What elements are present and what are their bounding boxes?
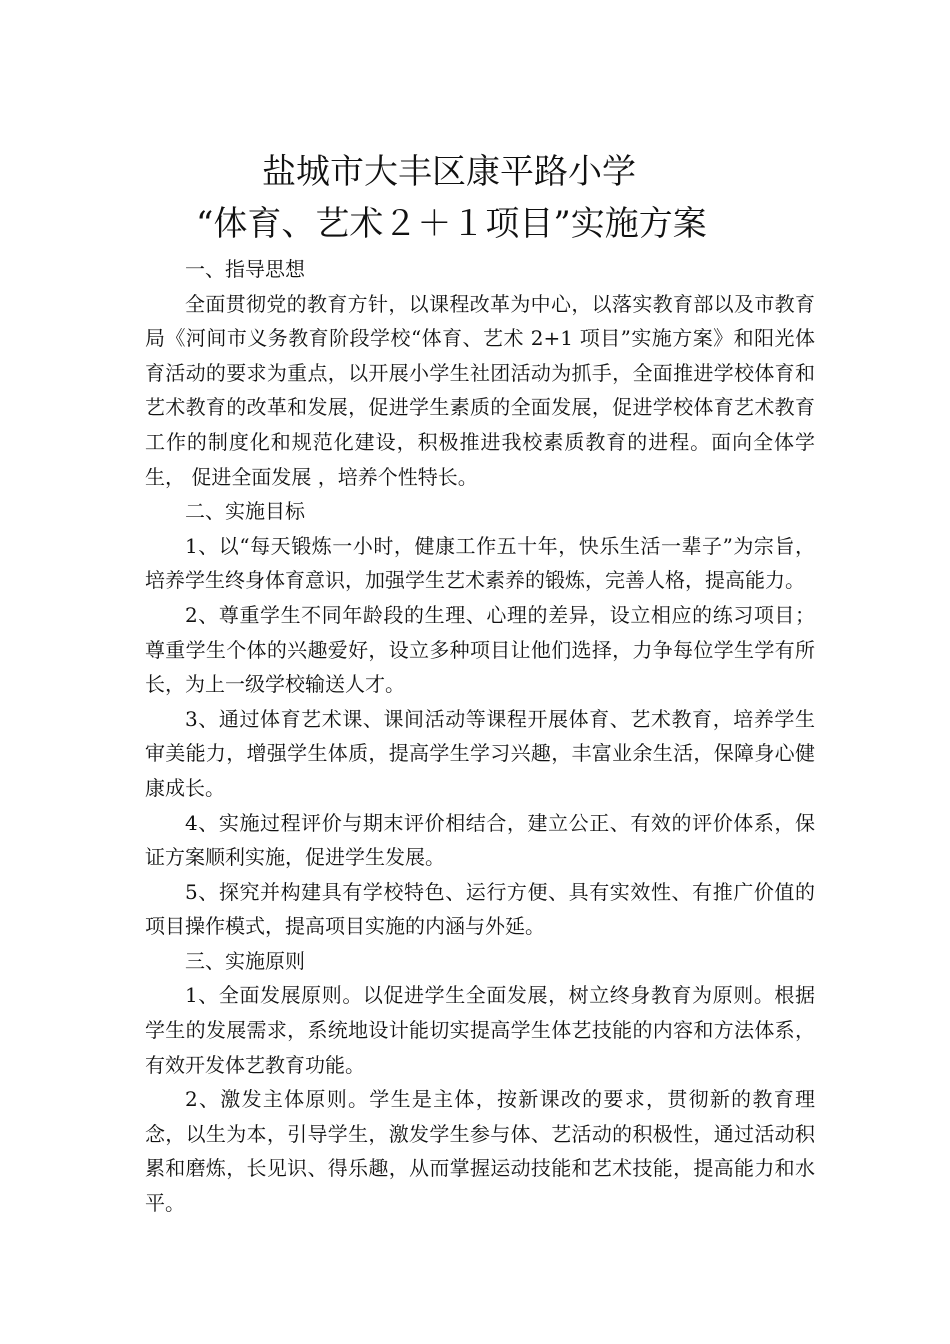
body-paragraph: 1、以“每天锻炼一小时，健康工作五十年，快乐生活一辈子”为宗旨，培养学生终身体育意识，加强学生艺术素养的锻炼，完善人格，提高能力。 xyxy=(145,533,815,593)
body-paragraph: 2、激发主体原则。学生是主体，按新课改的要求，贯彻新的教育理念，以生为本，引导学生，激发学生参与体、艺活动的积极性，通过活动积累和磨炼，长见识、得乐趣，从而掌握运动技能和艺术技能，提高能力和水平。 xyxy=(145,1087,815,1216)
document-title-line-2: “体育、艺术２＋１项目”实施方案 xyxy=(196,204,707,244)
body-paragraph: 1、全面发展原则。以促进学生全面发展，树立终身教育为原则。根据学生的发展需求，系统地设计能切实提高学生体艺技能的内容和方法体系，有效开发体艺教育功能。 xyxy=(145,983,815,1077)
document-title-line-1: 盐城市大丰区康平路小学 xyxy=(262,152,636,192)
section-heading-goals: 二、实施目标 xyxy=(185,499,305,524)
body-paragraph: 2、尊重学生不同年龄段的生理、心理的差异，设立相应的练习项目；尊重学生个体的兴趣爱好，设立多种项目让他们选择，力争每位学生学有所长，为上一级学校输送人才。 xyxy=(145,602,815,697)
body-paragraph: 4、实施过程评价与期末评价相结合，建立公正、有效的评价体系，保证方案顺利实施，促进学生发展。 xyxy=(145,810,815,870)
document-body xyxy=(145,252,815,1221)
section-heading-principles: 三、实施原则 xyxy=(185,948,305,973)
section-heading-guiding-thought: 一、指导思想 xyxy=(185,257,305,281)
body-paragraph: 5、探究并构建具有学校特色、运行方便、具有实效性、有推广价值的项目操作模式，提高项目实施的内涵与外延。 xyxy=(145,879,815,939)
body-paragraph: 3、通过体育艺术课、课间活动等课程开展体育、艺术教育，培养学生审美能力，增强学生体质，提高学生学习兴趣，丰富业余生活，保障身心健康成长。 xyxy=(145,706,815,800)
body-paragraph: 全面贯彻党的教育方针，以课程改革为中心，以落实教育部以及市教育局《河间市义务教育阶段学校“体育、艺术 2+1 项目”实施方案》和阳光体育活动的要求为重点，以开展小学生社团活动为抓手，全面推进学校体育和艺术教育的改革和发展，促进学生素质的全面发展，促进学校体育艺术教育工作的制度化和规范化建设，积极推进我校素质教育的进程。面向全体学生， 促进全面发展 ，培养个性特长。 xyxy=(145,291,815,489)
